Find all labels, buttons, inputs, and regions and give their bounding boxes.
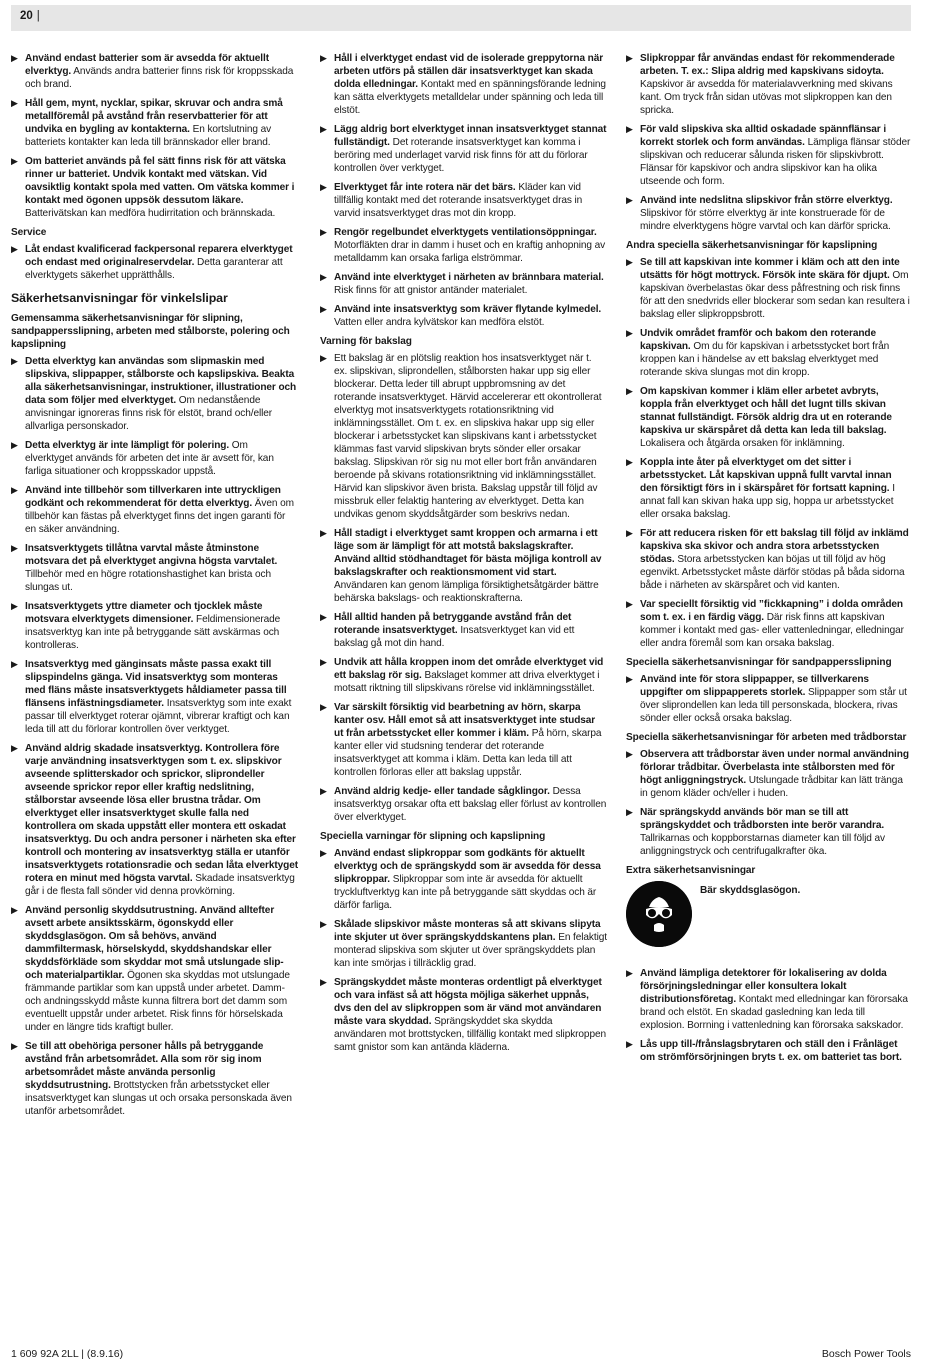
bullet-arrow-icon: ▶ — [626, 807, 633, 817]
bullet-item — [11, 658, 298, 736]
bullet-arrow-icon: ▶ — [11, 244, 18, 254]
bullet-item — [320, 303, 607, 329]
bullet-text: Lämpliga flänsar stöder slipskivan och reducerar sålunda risken för slipskivbrott. Flänsar för kapskivor och andra slipskivor kan ha olika utseende och form. — [640, 137, 911, 187]
bullet-text: Bakslaget kommer att driva elverktyget i motsatt riktning till slipskivans rörelse vid inklämningsstället. — [334, 670, 600, 694]
section-heading: Gemensamma säkerhetsanvisningar för slipning, sandpappersslipning, arbeten med stålborste, polering och kapslipning — [11, 313, 290, 350]
bullet-bold-text: Använd lämpliga detektorer för lokalisering av dolda försörjningsledningar eller konsultera lokalt distributionsföretag. — [640, 968, 887, 1005]
bullet-item — [626, 385, 911, 450]
bullet-arrow-icon: ▶ — [320, 786, 327, 796]
bullet-bold-text: Insatsverktygets tillåtna varvtal måste åtminstone motsvara det på elverktyget angivna högsta varvtalet. — [25, 543, 278, 567]
bullet-item — [11, 52, 298, 91]
section-heading: Speciella säkerhetsanvisningar för arbeten med trådborstar — [626, 732, 907, 743]
bullet-bold-text: Lås upp till-/frånslagsbrytaren och ställ den i Frånläget om strömförsörjningen bryts t. ex. om batteriet tas bort. — [640, 1039, 902, 1063]
bullet-text: Tallrikarnas och koppborstarnas diameter kan till följd av anliggningstryck och centrifugalkrafter öka. — [640, 833, 885, 857]
bullet-bold-text: Om kapskivan kommer i kläm eller arbetet avbryts, koppla från elverktyget och håll det lugnt tills skivan stannat fullständigt. Försök aldrig dra ut en roterande kapskiva ur skärspåret då detta kan leda till bakslag. — [640, 386, 892, 436]
bullet-arrow-icon: ▶ — [11, 98, 18, 108]
column-3-bottom — [626, 967, 911, 1064]
bullet-text: Slipkroppar som inte är avsedda för aktuellt tryckluftverktyg kan inte på betryggande sätt skyddas och är därför farliga. — [334, 874, 597, 911]
bullet-bold-text: Håll i elverktyget endast vid de isolerade greppytorna när arbeten utförs på ställen där insatsverktyget kan skada dolda elledningar. — [334, 53, 604, 90]
column-1 — [11, 52, 298, 1124]
bullet-arrow-icon: ▶ — [11, 53, 18, 63]
bullet-arrow-icon: ▶ — [11, 543, 18, 553]
bullet-bold-text: Använd endast batterier som är avsedda för aktuellt elverktyg. — [25, 53, 269, 77]
bullet-bold-text: Rengör regelbundet elverktygets ventilationsöppningar. — [334, 227, 597, 238]
column-2 — [320, 52, 607, 1060]
bullet-item — [320, 847, 607, 912]
bullet-arrow-icon: ▶ — [320, 919, 327, 929]
bullet-item — [626, 598, 911, 650]
bullet-text: Sprängskyddet ska skydda användaren mot brottstycken, tillfällig kontakt med slipkroppen samt gnistor som kan antända kläderna. — [334, 1016, 606, 1053]
bullet-arrow-icon: ▶ — [11, 156, 18, 166]
bullet-bold-text: För vald slipskiva ska alltid oskadade spännflänsar i korrekt storlek och form användas. — [640, 124, 887, 148]
bullet-bold-text: För att reducera risken för ett bakslag till följd av inklämd kapskiva ska skivor och andra stora arbetsstycken stödas. — [640, 528, 909, 565]
bullet-text: Batterivätskan kan medföra hudirritation och brännskada. — [25, 208, 276, 219]
bullet-arrow-icon: ▶ — [626, 124, 633, 134]
bullet-arrow-icon: ▶ — [626, 195, 633, 205]
section-heading: Extra säkerhetsanvisningar — [626, 865, 756, 876]
bullet-arrow-icon: ▶ — [626, 386, 633, 396]
bullet-text: Insatsverktyg som inte exakt passar till elverktyget roterar ojämnt, vibrerar kraftigt och kan leda till att du förlorar kontrollen över verktyget. — [25, 698, 292, 735]
column-3 — [626, 52, 911, 1070]
bullet-arrow-icon: ▶ — [320, 272, 327, 282]
bullet-text: Risk finns för att gnistor antänder materialet. — [334, 285, 528, 296]
bullet-item — [626, 456, 911, 521]
bullet-bold-text: Om batteriet används på fel sätt finns risk för att vätska rinner ur batteriet. Undvik kontakt med vätskan. Vid oavsiktlig kontakt spola med vatten. Om vätska kommer i kontakt med ögonen uppsök dessutom läkare. — [25, 156, 295, 206]
bullet-text: Motorfläkten drar in damm i huset och en kraftig anhopning av metalldamm kan orsaka farliga elströmmar. — [334, 240, 606, 264]
bullet-bold-text: Använd inte tillbehör som tillverkaren inte uttryckligen godkänt och rekommenderat för detta elverktyg. — [25, 485, 281, 509]
extra-safety-pictogram — [626, 881, 911, 959]
header-bar — [11, 5, 911, 31]
bullet-arrow-icon: ▶ — [11, 356, 18, 366]
bullet-text: Kontakt med elledningar kan förorsaka brand och elstöt. En skadad gasledning kan leda till explosion. Borrning i vattenledning kan förorsaka sakskador. — [640, 994, 908, 1031]
bullet-item — [11, 742, 298, 898]
bullet-arrow-icon: ▶ — [320, 977, 327, 987]
bullet-arrow-icon: ▶ — [11, 485, 18, 495]
bullet-bold-text: Sprängskyddet måste monteras ordentligt på elverktyget och vara infäst så att högsta möjliga säkerhet uppnås, dvs den del av slipkroppen som är vänd mot användaren måste vara skyddad. — [334, 977, 602, 1027]
column-3-top — [626, 52, 911, 877]
footer-doc-number: 1 609 92A 2LL | (8.9.16) — [11, 1348, 124, 1360]
bullet-text: Ögonen ska skyddas mot utslungade främmande partiklar som kan uppstå under arbetet. Damm- och andningsskydd måste kunna filtrera bort det damm som eventuellt uppstår under arbetet. Risk finns för hörselskada under en längre tids kraftigt buller. — [25, 970, 290, 1033]
bullet-bold-text: Håll gem, mynt, nycklar, spikar, skruvar och andra små metallföremål på avstånd från reservbatterier för att undvika en bygling av kontakterna. — [25, 98, 283, 135]
bullet-bold-text: Skålade slipskivor måste monteras så att skivans slipyta inte skjuter ut över sprängskyddskantens plan. — [334, 919, 601, 943]
bullet-text: Om kapskivan överbelastas ökar dess påfrestning och risk finns för att den snedvrids eller blockerar som sedan kan resultera i bakslag eller slipkroppsbrott. — [640, 270, 910, 320]
bullet-text: Ett bakslag är en plötslig reaktion hos insatsverktyget när t. ex. slipskivan, sliprondellen, stålborsten hakar upp sig eller blockerar. Detta leder till abrupt uppbromsning av det roterande insatsverktyget. Härvid accelererar ett okontrollerat elverktyg mot insatsverktygets rotationsriktning vid inklämningsstället. Om t. ex. en slipskiva hakar upp sig eller blockerar i arbetsstycket kan slipskivans kant i arbetsstycket klämmas fast varvid slipskivan bryts sönder eller orsakar bakslag. Slipskivan rör sig nu mot eller bort från användaren beroende på skivans rotationsriktning vid inklämningsstället. Härvid kan slipskivor även brista. Bakslag uppstår till följd av missbruk eller felaktig hantering av elverktyget. Detta kan undvikas genom skyddsåtgärder som beskrivs nedan. — [334, 353, 602, 520]
bullet-arrow-icon: ▶ — [320, 304, 327, 314]
bullet-arrow-icon: ▶ — [320, 124, 327, 134]
bullet-bold-text: Detta elverktyg kan användas som slipmaskin med slipskiva, slippapper, stålborste och kapslipskiva. Beakta alla säkerhetsanvisningar, instruktioner, illustrationer och data som följer med elverktyget. — [25, 356, 297, 406]
section-heading: Speciella säkerhetsanvisningar för sandpappersslipning — [626, 657, 892, 668]
bullet-item — [11, 484, 298, 536]
bullet-arrow-icon: ▶ — [320, 353, 327, 363]
bullet-arrow-icon: ▶ — [11, 659, 18, 669]
bullet-text: Kläder kan vid tillfällig kontakt med det roterande insatsverktyget dras in varvid insatsverktyget dras mot din kropp. — [334, 182, 583, 219]
bullet-bold-text: Elverktyget får inte rotera när det bärs. — [334, 182, 516, 193]
bullet-text: Skadade insatsverktyg går i de flesta fall sönder vid denna provkörning. — [25, 873, 295, 897]
bullet-item — [626, 123, 911, 188]
bullet-text: Kontakt med en spänningsförande ledning kan sätta elverktygets metalldelar under spänning och leda till elstöt. — [334, 79, 606, 116]
section-heading: Speciella varningar för slipning och kapslipning — [320, 831, 546, 842]
bullet-text: Om elverktyget används för arbeten det inte är avsett för, kan farliga situationer och kroppsskador uppstå. — [25, 440, 274, 477]
bullet-item — [320, 918, 607, 970]
bullet-arrow-icon: ▶ — [626, 599, 633, 609]
bullet-item — [320, 785, 607, 824]
bullet-item — [320, 271, 607, 297]
bullet-bold-text: Håll stadigt i elverktyget samt kroppen och armarna i ett läge som är lämpligt för att motstå bakslagskrafter. Använd alltid stödhandtaget för bästa möjliga kontroll av bakslagskrafter och reaktionsmoment vid start. — [334, 528, 602, 578]
section-heading: Varning för bakslag — [320, 336, 412, 347]
bullet-bold-text: Se till att obehöriga personer hålls på betryggande avstånd från arbetsområdet. Alla som rör sig inom arbetsområdet måste använda personlig skyddsutrustning. — [25, 1041, 264, 1091]
bullet-arrow-icon: ▶ — [320, 227, 327, 237]
bullet-text: Vatten eller andra kylvätskor kan medföra elstöt. — [334, 317, 545, 328]
bullet-item — [11, 542, 298, 594]
bullet-item — [320, 527, 607, 605]
bullet-arrow-icon: ▶ — [11, 601, 18, 611]
bullet-item — [626, 327, 911, 379]
bullet-text: Även om tillbehör kan fästas på elverktyget finns det ingen garanti för en säker användning. — [25, 498, 294, 535]
bullet-arrow-icon: ▶ — [320, 528, 327, 538]
bullet-bold-text: När sprängskydd används bör man se till att sprängskyddet och trådborsten inte berör varandra. — [640, 807, 885, 831]
bullet-arrow-icon: ▶ — [320, 657, 327, 667]
section-heading: Andra speciella säkerhetsanvisningar för kapslipning — [626, 240, 878, 251]
bullet-item — [11, 155, 298, 220]
bullet-arrow-icon: ▶ — [11, 1041, 18, 1051]
bullet-item — [320, 656, 607, 695]
goggles-label: Bär skyddsglasögon. — [700, 885, 801, 896]
bullet-arrow-icon: ▶ — [320, 53, 327, 63]
bullet-item — [320, 701, 607, 779]
bullet-arrow-icon: ▶ — [626, 1039, 633, 1049]
bullet-item — [11, 355, 298, 433]
bullet-arrow-icon: ▶ — [626, 257, 633, 267]
bullet-bold-text: Slipkroppar får användas endast för rekommenderade arbeten. T. ex.: Slipa aldrig med kapskivans sidoyta. — [640, 53, 895, 77]
bullet-text: En kortslutning av batteriets kontakter kan leda till brännskador eller brand. — [25, 124, 272, 148]
bullet-arrow-icon: ▶ — [626, 528, 633, 538]
bullet-item — [320, 226, 607, 265]
bullet-bold-text: Lägg aldrig bort elverktyget innan insatsverktyget stannat fullständigt. — [334, 124, 607, 148]
bullet-item — [626, 748, 911, 800]
bullet-text: Brottstycken från arbetsstycket eller insatsverktyget kan slungas ut och orsaka personskada även utanför arbetsområdet. — [25, 1080, 292, 1117]
bullet-arrow-icon: ▶ — [626, 674, 633, 684]
bullet-bold-text: Använd aldrig kedje- eller tandade sågklingor. — [334, 786, 550, 797]
bullet-bold-text: Koppla inte åter på elverktyget om det sitter i arbetsstycket. Låt kapskivan uppnå fullt varvtal innan den försiktigt förs in i skärspåret för fortsatt kapning. — [640, 457, 892, 494]
bullet-arrow-icon: ▶ — [320, 182, 327, 192]
bullet-item — [320, 611, 607, 650]
bullet-bold-text: Var särskilt försiktig vid bearbetning av hörn, skarpa kanter osv. Håll emot så att insatsverktyget inte studsar ut från arbetsstycket eller kommer i kläm. — [334, 702, 596, 739]
bullet-bold-text: Låt endast kvalificerad fackpersonal reparera elverktyget och endast med originalreservdelar. — [25, 244, 293, 268]
bullet-item — [626, 256, 911, 321]
bullet-item — [11, 1040, 298, 1118]
bullet-text: Stora arbetsstycken kan böjas ut till följd av hög egenvikt. Arbetsstycket måste därför stödas på båda sidorna både i närheten av skärspåret och vid kanten. — [640, 554, 905, 591]
bullet-item — [626, 806, 911, 858]
bullet-bold-text: Var speciellt försiktig vid ”fickkapning” i dolda områden som t. ex. i en färdig vägg. — [640, 599, 903, 623]
bullet-text: Detta garanterar att elverktygets säkerhet upprätthålls. — [25, 257, 283, 281]
page-number: 20 | — [20, 10, 40, 22]
bullet-bold-text: Använd inte nedslitna slipskivor från större elverktyg. — [640, 195, 893, 206]
bullet-text: Dessa insatsverktyg orsakar ofta ett bakslag eller förlust av kontrollen över elverktyget. — [334, 786, 607, 823]
bullet-text: En felaktigt monterad slipskiva som skjuter ut över sprängskyddets plan kan inte smörjas i tillräcklig grad. — [334, 932, 607, 969]
bullet-bold-text: Se till att kapskivan inte kommer i kläm och att den inte utsätts för högt mottryck. Försök inte skära för djupt. — [640, 257, 900, 281]
bullet-item — [11, 439, 298, 478]
bullet-bold-text: Använd inte för stora slippapper, se tillverkarens uppgifter om slippapperets storlek. — [640, 674, 869, 698]
bullet-bold-text: Undvik att hålla kroppen inom det område elverktyget vid ett bakslag rör sig. — [334, 657, 604, 681]
bullet-text: Det roterande insatsverktyget kan komma i beröring med underlaget varvid risk finns för att du förlorar kontrollen över verktyget. — [334, 137, 588, 174]
bullet-text: Slippapper som står ut över sliprondellen kan leda till personskada, blockera, rivas sönder eller också orsaka bakslag. — [640, 687, 907, 724]
bullet-item — [11, 904, 298, 1034]
bullet-item — [626, 527, 911, 592]
bullet-item — [11, 600, 298, 652]
bullet-text: Slipskivor för större elverktyg är inte konstruerade för de mindre elverktygens högre varvtal och kan därför spricka. — [640, 208, 891, 232]
bullet-item — [626, 52, 911, 117]
bullet-text: Om nedanstående anvisningar ignoreras finns risk för elstöt, brand och/eller allvarliga personskador. — [25, 395, 273, 432]
bullet-item — [626, 194, 911, 233]
safety-goggles-icon — [626, 881, 692, 947]
bullet-arrow-icon: ▶ — [320, 702, 327, 712]
bullet-bold-text: Insatsverktygets yttre diameter och tjocklek måste motsvara elverktygets dimensioner. — [25, 601, 263, 625]
bullet-text: Feldimensionerade insatsverktyg kan inte på betryggande sätt avskärmas och kontrolleras. — [25, 614, 281, 651]
bullet-item — [11, 243, 298, 282]
bullet-bold-text: Använd inte elverktyget i närheten av brännbara material. — [334, 272, 604, 283]
bullet-arrow-icon: ▶ — [626, 749, 633, 759]
bullet-text: På hörn, skarpa kanter eller vid studsning tenderar det roterande insatsverktyget att komma i kläm. Detta kan leda till att kontrollen förloras eller att bakslag uppstår. — [334, 728, 602, 778]
bullet-arrow-icon: ▶ — [11, 440, 18, 450]
bullet-item — [11, 97, 298, 149]
bullet-item — [626, 1038, 911, 1064]
footer-brand: Bosch Power Tools — [821, 1348, 911, 1360]
bullet-bold-text: Använd endast slipkroppar som godkänts för aktuellt elverktyg och de sprängskydd som är avsedda för dessa slipkroppar. — [334, 848, 601, 885]
bullet-bold-text: Använd personlig skyddsutrustning. Använd alltefter avsett arbete ansiktsskärm, ögonskydd eller skyddsglasögon. Om så behövs, använd dammfiltermask, hörselskydd, skyddshandskar eller skyddsförkläde som skyddar mot små utslungade slip- och materialpartiklar. — [25, 905, 284, 981]
bullet-arrow-icon: ▶ — [320, 612, 327, 622]
bullet-bold-text: Använd aldrig skadade insatsverktyg. Kontrollera före varje användning insatsverktygen som t. ex. slipskivor avseende splitterskador och sprickor, sliprondeller avseende sprickor repor eller kraftig nedslitning, stålborstar avseende lösa eller brustna trådar. Om elverktyget eller insatsverktyget skulle falla ned kontrollera om skada uppstått eller montera ett oskadat insatsverktyg. Du och andra personer i närheten ska efter kontroll och montering av insatsverktyg ställa er utanför insatsverktygets rotationsradie och sedan låta elverktyget rotera en minut med högsta varvtal. — [25, 743, 299, 884]
bullet-text: Utslungade trådbitar kan lätt tränga in genom kläder och/eller i huden. — [640, 775, 903, 799]
bullet-item — [320, 352, 607, 521]
bullet-arrow-icon: ▶ — [626, 328, 633, 338]
bullet-item — [320, 976, 607, 1054]
bullet-item — [320, 52, 607, 117]
bullet-text: I annat fall kan skivan haka upp sig, hoppa ur arbetsstycket eller orsaka bakslag. — [640, 483, 895, 520]
bullet-bold-text: Använd inte insatsverktyg som kräver flytande kylmedel. — [334, 304, 602, 315]
bullet-text: Lokalisera och åtgärda orsaken för inklämning. — [640, 438, 845, 449]
bullet-bold-text: Undvik området framför och bakom den roterande kapskivan. — [640, 328, 877, 352]
bullet-item — [320, 181, 607, 220]
bullet-text: Om du för kapskivan i arbetsstycket bort från kroppen kan i händelse av ett bakslag elverktyget med roterande skiva slungas mot din kropp. — [640, 341, 890, 378]
bullet-bold-text: Observera att trådborstar även under normal användning förlorar trådbitar. Överbelasta inte stålborsten med för högt anliggningstryck. — [640, 749, 909, 786]
bullet-text: Insatsverktyget kan vid ett bakslag gå mot din hand. — [334, 625, 575, 649]
bullet-arrow-icon: ▶ — [11, 905, 18, 915]
bullet-bold-text: Detta elverktyg är inte lämpligt för polering. — [25, 440, 230, 451]
bullet-text: Där risk finns att kapskivan kommer i kontakt med gas- eller vattenledningar, elledningar eller andra föremål som kan orsaka bakslag. — [640, 612, 904, 649]
bullet-arrow-icon: ▶ — [320, 848, 327, 858]
bullet-text: Kapskivor är avsedda för materialavverkning med skivans kant. Om tryck från sidan utövas mot slipkroppen kan den spricka. — [640, 79, 893, 116]
bullet-arrow-icon: ▶ — [626, 53, 633, 63]
section-heading: Säkerhetsanvisningar för vinkelslipar — [11, 291, 228, 305]
bullet-item — [320, 123, 607, 175]
bullet-item — [626, 967, 911, 1032]
bullet-text: Används andra batterier finns risk för kroppsskada och brand. — [25, 66, 294, 90]
bullet-text: Tillbehör med en högre rotationshastighet kan brista och slungas ut. — [25, 569, 271, 593]
bullet-item — [626, 673, 911, 725]
bullet-bold-text: Insatsverktyg med gänginsats måste passa exakt till slipspindelns gänga. Vid insatsverktyg som monteras med fläns måste insatsverktygets håldiameter passa till flänsens infästningsdiameter. — [25, 659, 287, 709]
bullet-bold-text: Håll alltid handen på betryggande avstånd från det roterande insatsverktyget. — [334, 612, 572, 636]
bullet-arrow-icon: ▶ — [626, 968, 633, 978]
bullet-arrow-icon: ▶ — [11, 743, 18, 753]
bullet-arrow-icon: ▶ — [626, 457, 633, 467]
bullet-text: Användaren kan genom lämpliga försiktighetsåtgärder bättre behärska bakslags- och reaktionskrafterna. — [334, 580, 599, 604]
section-heading: Service — [11, 227, 47, 238]
